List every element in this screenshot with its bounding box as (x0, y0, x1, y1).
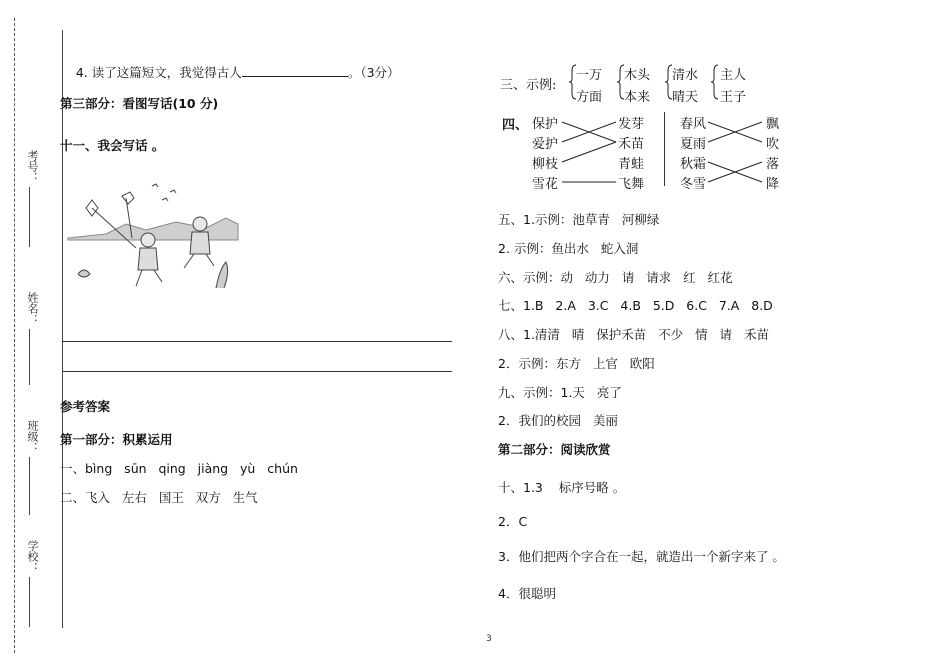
answer-9-2: 2．我们的校园 美丽 (498, 413, 618, 428)
answer-3-col3-row2: 晴天 (672, 90, 699, 105)
answer-5-1: 五、1.示例：池草青 河柳绿 (498, 212, 660, 227)
question-4-text: 4. 读了这篇短文，我觉得古人 (75, 65, 242, 80)
answer-3-prefix: 三、示例: (500, 78, 557, 93)
margin-rule (62, 30, 63, 628)
binding-dashed-line (14, 18, 15, 653)
side-field-school (24, 540, 46, 627)
answers-title: 参考答案 (60, 399, 111, 414)
answer-4-mid-1: 发芽 (618, 117, 645, 132)
side-label-name: 姓名： (26, 292, 39, 325)
side-label-exam-no: 考号： (26, 150, 39, 183)
answer-4-mid-3: 青蛙 (618, 157, 645, 172)
answer-10-4: 4．很聪明 (498, 586, 556, 601)
side-label-class: 班级： (26, 420, 39, 453)
answer-3-col2-row1: 木头 (624, 68, 651, 83)
answer-blank[interactable] (242, 64, 348, 77)
answer-4-right-a-4: 冬雪 (680, 177, 707, 192)
side-field-class (24, 420, 46, 515)
writing-line-1[interactable] (62, 341, 452, 342)
answer-3-col1-row2: 方面 (576, 90, 603, 105)
question-4-end: 。（3分） (347, 65, 400, 80)
answer-4-right-b-4: 降 (766, 177, 780, 192)
answer-9-1: 九、示例：1.天 亮了 (498, 385, 622, 400)
kite-illustration (66, 178, 244, 296)
answer-1: 一、bìng sūn qing jiàng yù chún (60, 461, 298, 476)
answer-8-2: 2．示例：东方 上官 欧阳 (498, 356, 655, 371)
answer-8-1: 八、1.清清 晴 保护禾苗 不少 情 请 禾苗 (498, 327, 769, 342)
answer-3-col3-row1: 清水 (672, 68, 699, 83)
answer-4-left-2: 爱护 (532, 137, 559, 152)
side-field-name (24, 292, 46, 385)
side-line-class (29, 457, 30, 515)
writing-line-2[interactable] (62, 371, 452, 372)
answer-2: 二、飞入 左右 国王 双方 生气 (60, 490, 258, 505)
question-4 (60, 48, 400, 97)
part1-heading: 第一部分：积累运用 (60, 432, 173, 447)
side-line-name (29, 329, 30, 385)
answer-10-3: 3．他们把两个字合在一起，就造出一个新字来了 。 (498, 549, 785, 564)
answer-3-col4-row2: 王子 (720, 90, 747, 105)
answer-4-left-1: 保护 (532, 117, 559, 132)
part2-heading: 第二部分：阅读欣赏 (498, 442, 611, 457)
answer-6: 六、示例：动 动力 请 请求 红 红花 (498, 270, 733, 285)
side-line-exam-no (29, 187, 30, 247)
answer-3-col2-row2: 本来 (624, 90, 651, 105)
answer-4-right-a-2: 夏雨 (680, 137, 707, 152)
answer-4-mid-2: 禾苗 (618, 137, 645, 152)
side-label-school: 学校： (26, 540, 39, 573)
answer-3-col4-row1: 主人 (720, 68, 747, 83)
answer-4-matching-lines (560, 114, 790, 186)
answer-4-right-a-1: 春风 (680, 117, 707, 132)
part3-heading: 第三部分：看图写话(10 分) (60, 96, 219, 111)
answer-5-2: 2. 示例：鱼出水 蛇入洞 (498, 241, 639, 256)
answer-4-right-b-3: 落 (766, 157, 780, 172)
page-number: 3 (486, 634, 492, 644)
answer-3-col1-row1: 一万 (576, 68, 603, 83)
answer-10-2: 2．C (498, 514, 528, 529)
answer-4-prefix: 四、 (502, 118, 529, 133)
side-field-exam-no (24, 150, 46, 247)
side-line-school (29, 577, 30, 627)
answer-4-right-a-3: 秋霜 (680, 157, 707, 172)
answer-7: 七、1.B 2.A 3.C 4.B 5.D 6.C 7.A 8.D (498, 298, 773, 313)
answer-4-right-b-2: 吹 (766, 137, 780, 152)
answer-4-mid-4: 飞舞 (618, 177, 645, 192)
q11-heading: 十一、我会写话 。 (60, 138, 165, 153)
answer-10-1: 十、1.3 标序号略 。 (498, 480, 626, 495)
answer-4-right-b-1: 飘 (766, 117, 780, 132)
answer-4-left-3: 柳枝 (532, 157, 559, 172)
answer-4-left-4: 雪花 (532, 177, 559, 192)
